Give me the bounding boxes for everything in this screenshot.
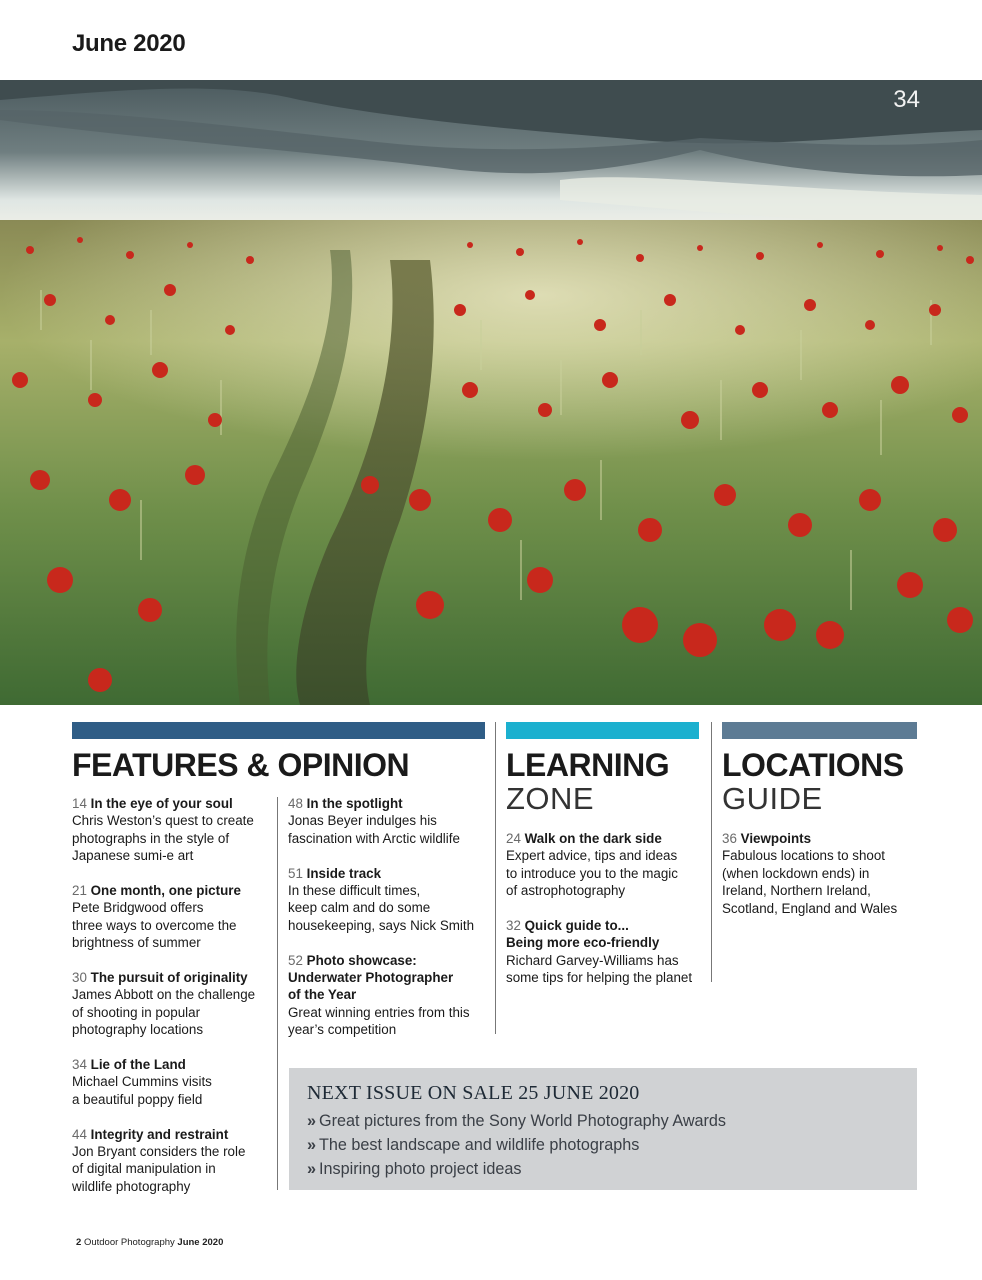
entry-title: Integrity and restraint bbox=[90, 1126, 229, 1142]
next-issue-item bbox=[307, 1157, 899, 1181]
entry-description: Richard Garvey-Williams has some tips for helping the planet bbox=[506, 952, 693, 986]
toc-entry[interactable] bbox=[72, 882, 272, 952]
entry-title: In the eye of your soul bbox=[90, 796, 233, 811]
features-color-bar bbox=[72, 722, 485, 739]
column-divider bbox=[495, 722, 496, 1034]
entry-title: Quick guide to... Being more eco-friendly bbox=[506, 918, 660, 951]
toc-entry[interactable] bbox=[288, 795, 488, 847]
features-right-column bbox=[288, 795, 488, 1056]
entry-description: Fabulous locations to shoot (when lockdown ends) in Ireland, Northern Ireland, Scotland, England and Wales bbox=[722, 848, 898, 916]
entry-title: In the spotlight bbox=[306, 796, 403, 811]
entry-description: James Abbott on the challenge of shooting in popular photography locations bbox=[72, 987, 256, 1038]
entry-title: Viewpoints bbox=[740, 831, 812, 846]
entry-title: Photo showcase: Underwater Photographer of the Year bbox=[288, 952, 454, 1003]
page-number: 34 bbox=[72, 1057, 87, 1073]
toc-entry[interactable] bbox=[288, 865, 488, 935]
entry-description: Michael Cummins visits a beautiful poppy field bbox=[72, 1074, 212, 1107]
locations-section-subtitle: GUIDE bbox=[722, 781, 823, 816]
page-number: 36 bbox=[722, 831, 737, 846]
page-number: 44 bbox=[72, 1126, 87, 1142]
entry-description: Jon Bryant considers the role of digital manipulation in wildlife photography bbox=[72, 1144, 246, 1194]
toc-entry[interactable] bbox=[72, 1056, 272, 1108]
next-issue-item-text: Inspiring photo project ideas bbox=[319, 1160, 522, 1178]
entry-title: One month, one picture bbox=[90, 883, 241, 899]
entry-title: Lie of the Land bbox=[90, 1057, 186, 1073]
learning-column bbox=[506, 830, 706, 1004]
page-number: 21 bbox=[72, 883, 87, 899]
learning-section-subtitle: ZONE bbox=[506, 781, 595, 816]
next-issue-item bbox=[307, 1133, 899, 1157]
chevron-right-icon: » bbox=[307, 1136, 317, 1154]
entry-title: Walk on the dark side bbox=[524, 831, 662, 846]
learning-section-title: LEARNING bbox=[506, 747, 670, 783]
next-issue-box bbox=[289, 1068, 917, 1190]
next-issue-title: NEXT ISSUE ON SALE 25 JUNE 2020 bbox=[307, 1082, 640, 1104]
features-left-column bbox=[72, 795, 272, 1213]
page-number: 48 bbox=[288, 796, 303, 811]
footer-page-number: 2 bbox=[76, 1237, 82, 1248]
hero-page-reference: 34 bbox=[893, 86, 920, 113]
entry-description: Chris Weston’s quest to create photographs in the style of Japanese sumi-e art bbox=[72, 813, 254, 864]
page-number: 51 bbox=[288, 865, 303, 881]
column-divider bbox=[711, 722, 712, 982]
features-section-title: FEATURES & OPINION bbox=[72, 747, 410, 783]
poppy-field-illustration bbox=[0, 80, 982, 705]
issue-date: June 2020 bbox=[72, 30, 186, 57]
footer-month: June 2020 bbox=[177, 1237, 224, 1248]
toc-entry[interactable] bbox=[506, 830, 706, 900]
chevron-right-icon: » bbox=[307, 1160, 317, 1178]
column-divider bbox=[277, 797, 278, 1190]
page-number: 14 bbox=[72, 796, 87, 811]
entry-title: Inside track bbox=[306, 865, 382, 881]
entry-description: Expert advice, tips and ideas to introduce you to the magic of astrophotography bbox=[506, 848, 678, 899]
hero-photo-poppy-field[interactable] bbox=[0, 80, 982, 705]
toc-entry[interactable] bbox=[72, 1126, 272, 1196]
locations-column bbox=[722, 830, 922, 934]
entry-description: In these difficult times, keep calm and do some housekeeping, says Nick Smith bbox=[288, 883, 475, 933]
entry-description: Great winning entries from this year’s competition bbox=[288, 1004, 470, 1038]
next-issue-item-text: The best landscape and wildlife photographs bbox=[319, 1136, 640, 1154]
entry-title: The pursuit of originality bbox=[90, 970, 248, 986]
next-issue-item-text: Great pictures from the Sony World Photography Awards bbox=[319, 1112, 727, 1130]
chevron-right-icon: » bbox=[307, 1112, 317, 1130]
page-number: 52 bbox=[288, 952, 303, 968]
toc-entry[interactable] bbox=[288, 952, 488, 1039]
page-number: 32 bbox=[506, 918, 521, 934]
locations-color-bar bbox=[722, 722, 917, 739]
toc-entry[interactable] bbox=[722, 830, 922, 917]
entry-description: Jonas Beyer indulges his fascination with Arctic wildlife bbox=[288, 813, 460, 846]
next-issue-item bbox=[307, 1109, 899, 1133]
footer-magazine-name: Outdoor Photography bbox=[83, 1237, 175, 1248]
toc-entry[interactable] bbox=[72, 969, 272, 1039]
entry-description: Pete Bridgwood offers three ways to overcome the brightness of summer bbox=[72, 900, 237, 951]
toc-entry[interactable] bbox=[72, 795, 272, 865]
page-number: 30 bbox=[72, 970, 87, 986]
page-number: 24 bbox=[506, 831, 521, 846]
toc-entry[interactable] bbox=[506, 917, 706, 987]
learning-color-bar bbox=[506, 722, 699, 739]
page-footer bbox=[76, 1237, 223, 1248]
locations-section-title: LOCATIONS bbox=[722, 747, 904, 783]
